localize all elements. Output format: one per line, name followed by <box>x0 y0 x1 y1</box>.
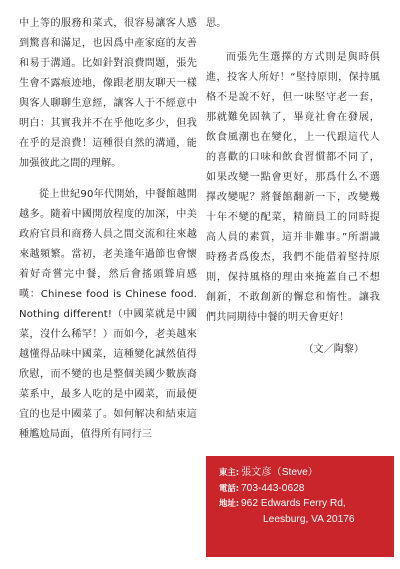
contact-phone-row <box>219 481 384 497</box>
contact-address-row <box>219 496 384 512</box>
article-paragraph: 從上世紀90年代開始，中餐館越開越多。隨着中國開放程度的加深，中美政府官員和商務人員之間交流和往來越來越頻繁。當初，老美逢年過節也會懷着好奇嘗完中餐，然后會搖頭聳肩感嘆：Chinese food is Chinese food. Nothing different!（中國菜就是中國菜，沒什么稀罕！）而如今，老美越來越懂得品味中國菜，這種變化誠然值得欣慰，而不變的也是整個美國少數族裔菜系中，最多人吃的是中國菜，而最便宜的也是中國菜了。如何解决和結束這種尷尬局面，值得所有同行三 <box>19 189 197 440</box>
address-line-2: Leesburg, VA 20176 <box>263 513 355 525</box>
contact-info-box <box>206 456 394 557</box>
address-label: 地址: <box>219 498 240 508</box>
contact-owner-row <box>219 465 384 481</box>
owner-label: 東主: <box>219 467 240 477</box>
article-paragraph: 思。 <box>206 18 227 29</box>
address-line-1: 962 Edwards Ferry Rd, <box>241 498 346 509</box>
phone-number: 703-443-0628 <box>241 482 305 494</box>
owner-name: 張文彦（Steve） <box>241 467 318 478</box>
article-left-column <box>19 14 197 457</box>
article-paragraph: 中上等的服務和菜式，很容易讓客人感到驚喜和滿足，也因爲中產家庭的友善和易于溝通。比如針對浪費問題，張先生會不露痕迹地，像跟老朋友聊天一樣與客人聊聊生意經，讓客人于不經意中明白：其實我并不在乎他吃多少，但我在乎的是浪費！這種很自然的溝通，能加强彼此之間的理解。 <box>19 18 197 169</box>
article-byline: （文／陶黎） <box>303 344 364 355</box>
article-right-column <box>206 14 380 360</box>
phone-label: 電話: <box>219 482 240 493</box>
article-paragraph: 而張先生選擇的方式則是與時俱進，投客人所好！“堅持原則，保持風格不是說不好，但一味堅守老一套，那就難免固執了，畢竟社會在發展，飲食風潮也在變化，上一代跟這代人的喜歡的口味和飲食習慣都不同了，如果改變一點會更好，那爲什么不選擇改變呢？將餐館翻新一下，改變幾十年不變的配菜，精簡員工的同時提高人員的素質，這并非難事。”所謂識時務者爲俊杰，我們不能借着堅持原則，保持風格的理由來掩蓋自己不想創新，不敢創新的懈怠和惰性。讓我們共同期待中餐的明天會更好！ <box>206 52 380 323</box>
